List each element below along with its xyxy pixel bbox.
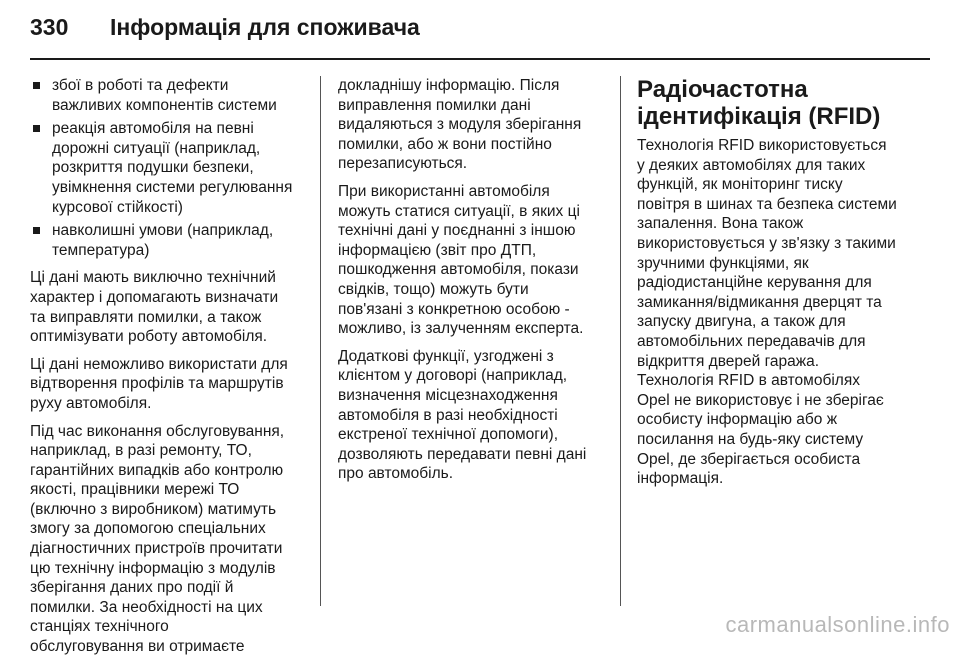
- text-line: Ці дані неможливо використати для: [30, 355, 288, 373]
- text-line: помилки. За необхідності на цих: [30, 598, 263, 616]
- bullet-text: температура): [52, 241, 150, 259]
- text-line: пов'язані з конкретною особою -: [338, 300, 570, 318]
- bullet-text: збої в роботі та дефекти: [52, 77, 229, 94]
- watermark: carmanualsonline.info: [725, 612, 950, 637]
- text-line: у деяких автомобілях для таких: [637, 156, 866, 174]
- paragraph: [637, 136, 935, 489]
- bullet-line: [30, 119, 305, 139]
- text-line: клієнтом у договорі (наприклад,: [338, 367, 568, 385]
- column-left: [30, 76, 305, 657]
- bullet-text: важливих компонентів системи: [52, 96, 277, 114]
- column-divider-left: [320, 76, 321, 606]
- text-line: змогу за допомогою спеціальних: [30, 520, 266, 538]
- text-line: посилання на будь-яку систему: [637, 430, 864, 448]
- paragraph: [30, 355, 305, 414]
- bullet-square-icon: [33, 227, 40, 234]
- text-line: можливо, із залученням експерта.: [338, 320, 584, 338]
- column-middle: [338, 76, 600, 484]
- text-line: пошкодження автомобіля, покази: [338, 261, 579, 279]
- header-rule: [30, 58, 930, 60]
- text-line: якості, працівники мережі ТО: [30, 481, 240, 499]
- text-line: наприклад, в разі ремонту, ТО,: [30, 442, 252, 460]
- text-line: характер і допомагають визначати: [30, 288, 279, 306]
- text-line: замикання/відмикання дверцят та: [637, 293, 882, 311]
- text-line: Opel, де зберігається особиста: [637, 450, 861, 468]
- text-line: автомобільних передавачів для: [637, 332, 866, 350]
- column-right: [637, 76, 935, 489]
- bullet-item: [30, 119, 305, 217]
- bullet-line: [30, 96, 305, 116]
- text-line: цю технічну інформацію з модулів: [30, 559, 276, 577]
- text-line: свідків, тощо) можуть бути: [338, 280, 529, 298]
- text-line: (включно з виробником) матимуть: [30, 500, 277, 518]
- bullet-text: реакція автомобіля на певні: [52, 120, 254, 138]
- bullet-text: курсової стійкості): [52, 198, 183, 216]
- bullet-item: [30, 76, 305, 115]
- text-line: Opel не використовує і не зберігає: [637, 391, 884, 409]
- heading-line: ідентифікація (RFID): [637, 103, 881, 130]
- paragraph-gap: [30, 347, 305, 355]
- text-line: Під час виконання обслуговування,: [30, 422, 285, 440]
- text-line: особисту інформацію або ж: [637, 411, 838, 429]
- bullet-line: [30, 241, 305, 261]
- text-line: обслуговування ви отримаєте: [30, 638, 245, 656]
- text-line: гарантійних випадків або контролю: [30, 461, 284, 479]
- text-line: та виправляти помилки, а також: [30, 308, 262, 326]
- text-line: радіодистанційне керування для: [637, 274, 872, 292]
- text-line: оптимізувати роботу автомобіля.: [30, 328, 268, 346]
- text-line: При використанні автомобіля: [338, 182, 550, 200]
- text-line: виправлення помилки дані: [338, 96, 531, 114]
- text-line: відтворення профілів та маршрутів: [30, 375, 284, 393]
- text-line: зберігання даних про події й: [30, 579, 234, 597]
- text-line: запалення. Вона також: [637, 215, 804, 233]
- text-line: станціях технічного: [30, 618, 169, 636]
- bullet-text: дорожні ситуації (наприклад,: [52, 139, 261, 157]
- text-line: інформацією (звіт про ДТП,: [338, 241, 537, 259]
- section-heading: [637, 76, 935, 130]
- text-line: про автомобіль.: [338, 465, 454, 483]
- text-line: інформація.: [637, 470, 724, 488]
- page-number: 330: [30, 14, 69, 40]
- text-line: Технологія RFID в автомобілях: [637, 372, 860, 390]
- bullet-item: [30, 221, 305, 260]
- text-line: повітря в шинах та безпека системи: [637, 195, 897, 213]
- bullet-line: [30, 158, 305, 178]
- paragraph: [30, 268, 305, 346]
- bullet-line: [30, 76, 305, 96]
- text-line: зручними функціями, як: [637, 254, 809, 272]
- text-line: можуть статися ситуації, в яких ці: [338, 202, 580, 220]
- text-line: функцій, як моніторинг тиску: [637, 176, 843, 194]
- paragraph: [338, 182, 600, 339]
- page-title: Інформація для споживача: [110, 14, 420, 40]
- paragraph: [30, 422, 305, 657]
- paragraph-gap: [338, 339, 600, 347]
- text-line: Ці дані мають виключно технічний: [30, 269, 276, 287]
- text-line: технічні дані у поєднанні з іншою: [338, 222, 576, 240]
- bullet-line: [30, 139, 305, 159]
- text-line: екстреної технічної допомоги),: [338, 426, 559, 444]
- bullet-text: увімкнення системи регулювання: [52, 178, 293, 196]
- bullet-square-icon: [33, 82, 40, 89]
- text-line: відкриття дверей гаража.: [637, 352, 820, 370]
- text-line: Технологія RFID використовується: [637, 137, 887, 154]
- paragraph: [338, 347, 600, 484]
- text-line: видаляються з модуля зберігання: [338, 116, 582, 134]
- bullet-text: розкриття подушки безпеки,: [52, 159, 254, 177]
- paragraph-gap: [30, 260, 305, 268]
- heading-line: Радіочастотна: [637, 76, 808, 103]
- bullet-line: [30, 221, 305, 241]
- bullet-line: [30, 198, 305, 218]
- text-line: помилки, або ж вони постійно: [338, 135, 552, 153]
- text-line: автомобіля в разі необхідності: [338, 406, 558, 424]
- column-divider-right: [620, 76, 621, 606]
- text-line: визначення місцезнаходження: [338, 386, 558, 404]
- bullet-square-icon: [33, 125, 40, 132]
- bullet-line: [30, 178, 305, 198]
- page-header: [30, 14, 420, 41]
- text-line: дозволяють передавати певні дані: [338, 445, 587, 463]
- text-line: використовується у зв'язку з такими: [637, 234, 896, 252]
- text-line: запуску двигуна, а також для: [637, 313, 846, 331]
- text-line: Додаткові функції, узгоджені з: [338, 347, 554, 365]
- paragraph-gap: [30, 414, 305, 422]
- text-line: докладнішу інформацію. Після: [338, 77, 560, 94]
- paragraph: [338, 76, 600, 174]
- text-line: перезаписуються.: [338, 155, 468, 173]
- text-line: руху автомобіля.: [30, 394, 152, 412]
- bullet-text: навколишні умови (наприклад,: [52, 222, 274, 240]
- paragraph-gap: [338, 174, 600, 182]
- text-line: діагностичних пристроїв прочитати: [30, 540, 283, 558]
